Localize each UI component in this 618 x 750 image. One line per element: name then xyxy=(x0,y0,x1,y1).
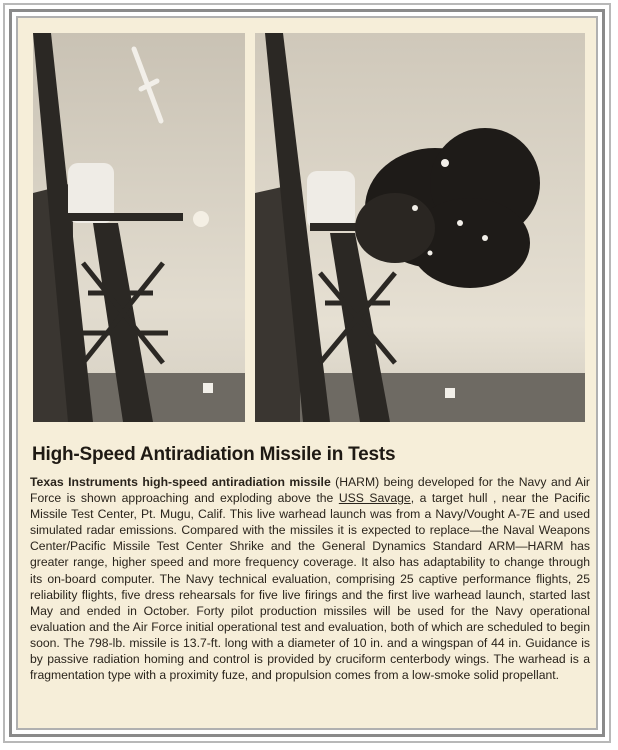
missile-approaching-illustration xyxy=(33,33,245,422)
photo-missile-approaching xyxy=(33,33,245,422)
photo-missile-exploding xyxy=(255,33,585,422)
target-hull xyxy=(445,388,455,398)
article-lead: Texas Instruments high-speed antiradiation missile xyxy=(30,475,331,489)
yardarm xyxy=(63,213,183,221)
radome xyxy=(307,171,355,229)
article-body xyxy=(30,474,590,683)
article-headline: High-Speed Antiradiation Missile in Tests xyxy=(32,444,396,465)
target-hull xyxy=(203,383,213,393)
article-body-part1: (HARM) being developed for the Navy and Air Force is shown approaching and exploding above the xyxy=(30,475,590,506)
article-body-part2: , a target hull , near the Pacific Missile Test Center, Pt. Mugu, Calif. This live warhead launch was from a Navy/Vought A-7E and used simulated radar emissions. Compared with the missiles it is expected to replace—the Naval Weapons Center/Pacific Missile Test Center Shrike and the General Dynamics Standard ARM—HARM has greater range, higher speed and more frequency coverage. It also has adaptability to change through its on-board computer. The Navy technical evaluation, comprising 25 captive performance flights, 25 reliability flights, five dress rehearsals for five live firings and the first live warhead launch, started last May and ended in October. Forty pilot production missiles will be used for the Navy operational evaluation and the Air Force initial operational test and evaluation, both of which are scheduled to begin soon. The 798-lb. missile is 13.7-ft. long with a diameter of 10 in. and a wingspan of 44 in. Guidance is by passive radiation homing and control is provided by cruciform centerbody wings. The warhead is a fragmentation type with a proximity fuze, and propulsion comes from a low-smoke solid propellant. xyxy=(30,491,591,683)
missile-explosion-illustration xyxy=(255,33,585,422)
flash xyxy=(193,211,209,227)
ship-name: USS Savage xyxy=(338,491,411,506)
